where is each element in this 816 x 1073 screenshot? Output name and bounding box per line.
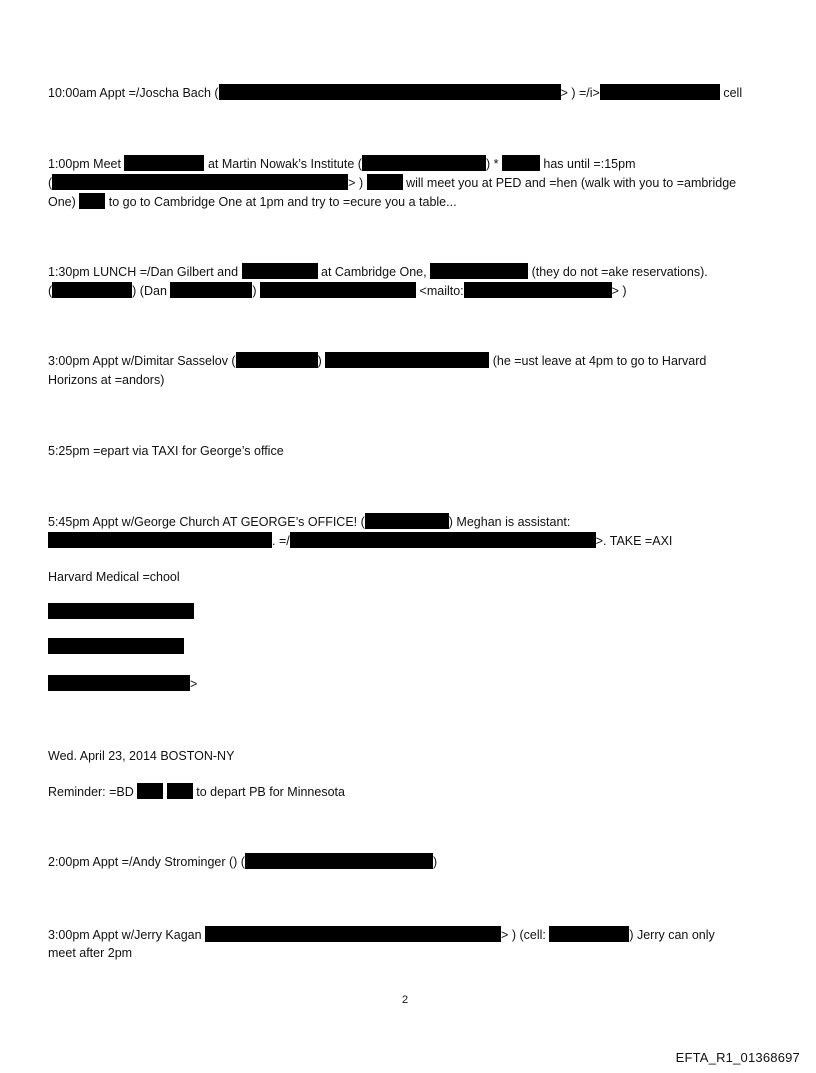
text: meet after 2pm	[48, 946, 133, 960]
entry-dan-gilbert-line2	[48, 282, 627, 300]
date-heading	[48, 747, 234, 765]
redaction	[245, 853, 433, 869]
redaction	[290, 532, 596, 548]
text: (	[48, 284, 53, 298]
text: > )	[348, 176, 364, 190]
redaction	[365, 513, 449, 529]
redaction	[549, 926, 629, 942]
text: 3:00pm Appt w/Dimitar Sasselov (	[48, 354, 236, 368]
text: )	[432, 855, 438, 869]
entry-joscha-bach	[48, 84, 742, 102]
redaction	[219, 84, 561, 100]
text: One)	[48, 195, 76, 209]
text: (	[48, 176, 53, 190]
address-line-1	[48, 568, 180, 586]
text: > ) =/i>	[560, 86, 600, 100]
text: at Martin Nowak’s Institute (	[207, 157, 362, 171]
text: cell	[723, 86, 743, 100]
entry-depart-taxi	[48, 442, 284, 460]
redaction	[48, 675, 190, 691]
text: (he =ust leave at 4pm to go to Harvard	[492, 354, 707, 368]
entry-martin-nowak-line3	[48, 193, 457, 211]
text: Reminder: =BD	[48, 785, 134, 799]
redaction	[48, 532, 272, 548]
redaction	[325, 352, 489, 368]
text: Harvard Medical =chool	[48, 570, 180, 584]
text: 5:25pm =epart via TAXI for George’s office	[48, 444, 284, 458]
redaction	[600, 84, 720, 100]
redaction	[362, 155, 486, 171]
entry-jerry-kagan-line2	[48, 944, 132, 962]
redaction	[52, 174, 348, 190]
address-line-3	[48, 638, 184, 656]
text: <mailto:	[419, 284, 464, 298]
text: Wed. April 23, 2014 BOSTON-NY	[48, 749, 235, 763]
text: 2:00pm Appt =/Andy Strominger () (	[48, 855, 245, 869]
page-number: 2	[402, 994, 409, 1006]
text: 1:30pm LUNCH =/Dan Gilbert and	[48, 265, 239, 279]
entry-andy-strominger	[48, 853, 437, 871]
text: . =/	[272, 534, 290, 548]
text: to go to Cambridge One at 1pm and try to =ecure you a table...	[108, 195, 457, 209]
redaction	[205, 926, 501, 942]
text: (they do not =ake reservations).	[531, 265, 708, 279]
text: has until =:15pm	[543, 157, 636, 171]
text: ) Jerry can only	[629, 928, 715, 942]
text: )	[317, 354, 322, 368]
text: will meet you at PED and =hen (walk with you to =ambridge	[406, 176, 737, 190]
entry-dimitar-sasselov-line2	[48, 371, 164, 389]
address-line-4	[48, 675, 197, 693]
redaction	[236, 352, 318, 368]
text: ) Meghan is assistant:	[448, 515, 571, 529]
entry-martin-nowak-line2	[48, 174, 736, 192]
entry-dimitar-sasselov	[48, 352, 706, 370]
text: > )	[611, 284, 627, 298]
text: 10:00am Appt =/Joscha Bach (	[48, 86, 219, 100]
text: )	[252, 284, 257, 298]
redaction	[502, 155, 540, 171]
reminder-line	[48, 783, 345, 801]
text: ) (Dan	[132, 284, 167, 298]
entry-george-church	[48, 513, 570, 531]
entry-martin-nowak	[48, 155, 635, 173]
text: 3:00pm Appt w/Jerry Kagan	[48, 928, 202, 942]
text: Horizons at =andors)	[48, 373, 165, 387]
redaction	[367, 174, 403, 190]
redaction	[79, 193, 105, 209]
address-line-2	[48, 603, 194, 621]
text: > ) (cell:	[501, 928, 546, 942]
entry-dan-gilbert	[48, 263, 708, 281]
redaction	[124, 155, 204, 171]
redaction	[137, 783, 163, 799]
redaction	[48, 603, 194, 619]
redaction	[242, 263, 318, 279]
text: 5:45pm Appt w/George Church AT GEORGE’s OFFICE! (	[48, 515, 365, 529]
redaction	[170, 282, 252, 298]
text: to depart PB for Minnesota	[196, 785, 345, 799]
entry-jerry-kagan	[48, 926, 715, 944]
redaction	[48, 638, 184, 654]
redaction	[430, 263, 528, 279]
text: ) *	[485, 157, 499, 171]
redaction	[167, 783, 193, 799]
redaction	[464, 282, 612, 298]
bates-number: EFTA_R1_01368697	[675, 1050, 800, 1065]
text: at Cambridge One,	[321, 265, 427, 279]
text: >. TAKE =AXI	[595, 534, 673, 548]
entry-george-church-line2	[48, 532, 672, 550]
text: >	[190, 677, 198, 691]
redaction	[260, 282, 416, 298]
redaction	[52, 282, 132, 298]
text: 1:00pm Meet	[48, 157, 121, 171]
